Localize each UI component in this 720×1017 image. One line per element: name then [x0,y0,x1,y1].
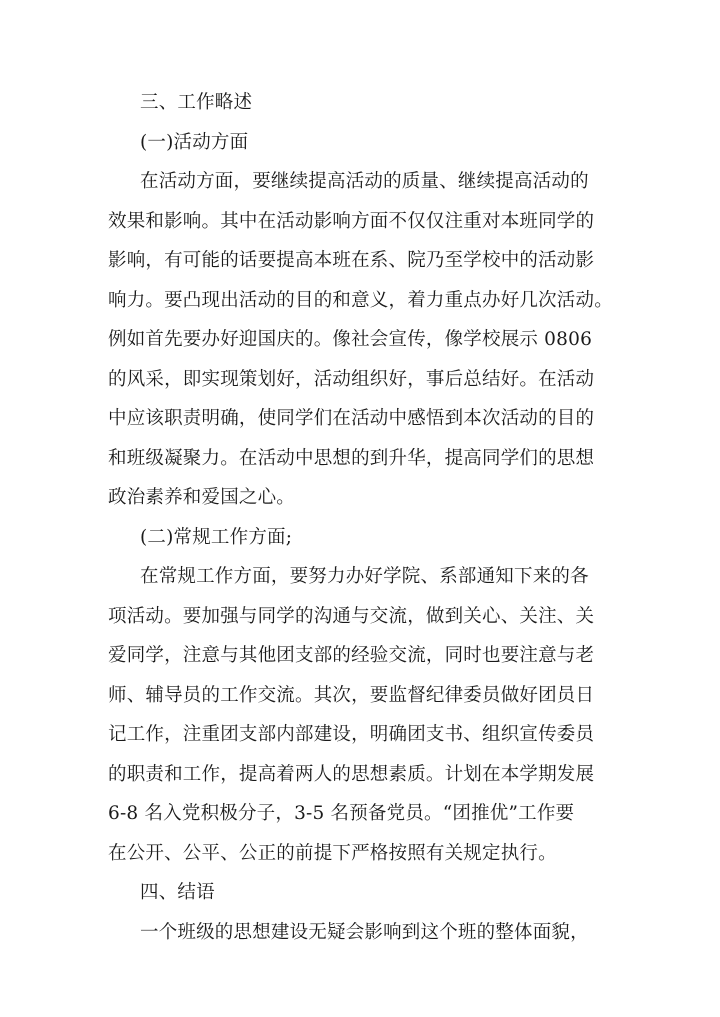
paragraph-line: 中应该职责明确，使同学们在活动中感悟到本次活动的目的 [108,408,595,429]
paragraph-line: 记工作，注重团支部内部建设，明确团支书、组织宣传委员 [108,724,595,745]
paragraph-line: 在活动方面，要继续提高活动的质量、继续提高活动的 [140,171,589,192]
paragraph-line: 爱同学，注意与其他团支部的经验交流，同时也要注意与老 [108,645,595,666]
paragraph-line: 和班级凝聚力。在活动中思想的到升华，提高同学们的思想 [108,447,595,469]
subheading-routine-work: (二)常规工作方面; [140,526,293,548]
paragraph-line: 效果和影响。其中在活动影响方面不仅仅注重对本班同学的 [108,210,595,232]
paragraph-line: 响力。要凸现出活动的目的和意义，着力重点办好几次活动。 [108,289,613,311]
paragraph-line: 项活动。要加强与同学的沟通与交流，做到关心、关注、关 [108,605,595,627]
paragraph-line: 一个班级的思想建设无疑会影响到这个班的整体面貌， [140,921,589,943]
paragraph-line: 政治素养和爱国之心。 [108,487,296,508]
paragraph-line: 例如首先要办好迎国庆的。像社会宣传，像学校展示 0806 [108,329,593,350]
paragraph-line: 在公开、公平、公正的前提下严格按照有关规定执行。 [108,842,557,864]
paragraph-line: 的风采，即实现策划好，活动组织好，事后总结好。在活动 [108,368,595,390]
paragraph-line: 6-8 名入党积极分子，3-5 名预备党员。“团推优”工作要 [108,803,575,824]
paragraph-line: 的职责和工作，提高着两人的思想素质。计划在本学期发展 [108,763,595,785]
paragraph-line: 影响，有可能的话要提高本班在系、院乃至学校中的活动影 [108,250,595,271]
section-heading-conclusion: 四、结语 [140,882,215,903]
paragraph-line: 在常规工作方面，要努力办好学院、系部通知下来的各 [140,566,589,587]
subheading-activities: (一)活动方面 [140,131,249,153]
section-heading-work-summary: 三、工作略述 [140,92,253,113]
document-page [108,83,616,952]
paragraph-line: 师、辅导员的工作交流。其次，要监督纪律委员做好团员日 [108,684,595,706]
